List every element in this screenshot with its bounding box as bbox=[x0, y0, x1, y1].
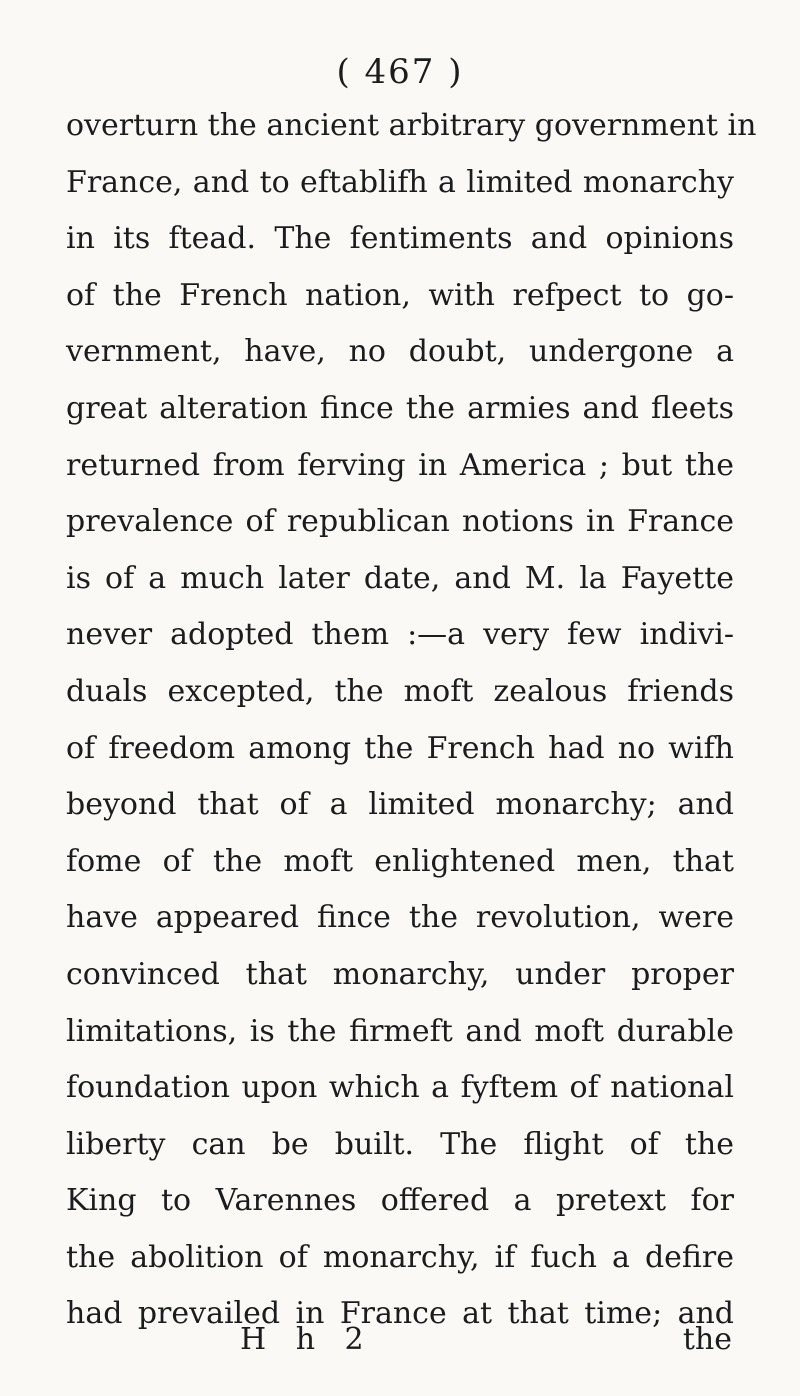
page-number: ( 467 ) bbox=[336, 52, 464, 92]
text-line: had prevailed in France at that time; and bbox=[66, 1296, 734, 1332]
body-text bbox=[66, 98, 757, 1343]
text-line: of the French nation, with refpect to go- bbox=[66, 277, 734, 313]
text-line: never adopted them :—a very few indivi- bbox=[66, 617, 734, 653]
text-line: foundation upon which a fyftem of national bbox=[66, 1070, 734, 1106]
text-line: fome of the moft enlightened men, that bbox=[66, 843, 734, 879]
page-footer bbox=[0, 1318, 800, 1362]
text-line: France, and to eftablifh a limited monarchy bbox=[66, 164, 734, 200]
text-line: liberty can be built. The flight of the bbox=[66, 1126, 734, 1162]
text-line: duals excepted, the moft zealous friends bbox=[66, 673, 734, 709]
text-line: have appeared fince the revolution, were bbox=[66, 900, 734, 936]
text-line: in its ftead. The fentiments and opinions bbox=[66, 221, 734, 257]
signature-mark: H h 2 bbox=[240, 1322, 374, 1357]
text-line: beyond that of a limited monarchy; and bbox=[66, 787, 734, 823]
text-line: overturn the ancient arbitrary government in bbox=[66, 108, 757, 143]
text-line: is of a much later date, and M. la Fayette bbox=[66, 560, 734, 596]
text-line: returned from ferving in America ; but the bbox=[66, 447, 734, 483]
text-line: limitations, is the firmeft and moft durable bbox=[66, 1013, 734, 1049]
text-line: great alteration fince the armies and fleets bbox=[66, 390, 734, 426]
text-line: King to Varennes offered a pretext for bbox=[66, 1183, 734, 1219]
catchword: the bbox=[682, 1322, 732, 1357]
text-line: vernment, have, no doubt, undergone a bbox=[66, 334, 734, 370]
text-line: prevalence of republican notions in France bbox=[66, 504, 734, 540]
text-line: convinced that monarchy, under proper bbox=[66, 956, 734, 992]
text-line: of freedom among the French had no wifh bbox=[66, 730, 734, 766]
text-line: the abolition of monarchy, if fuch a defire bbox=[66, 1239, 734, 1275]
